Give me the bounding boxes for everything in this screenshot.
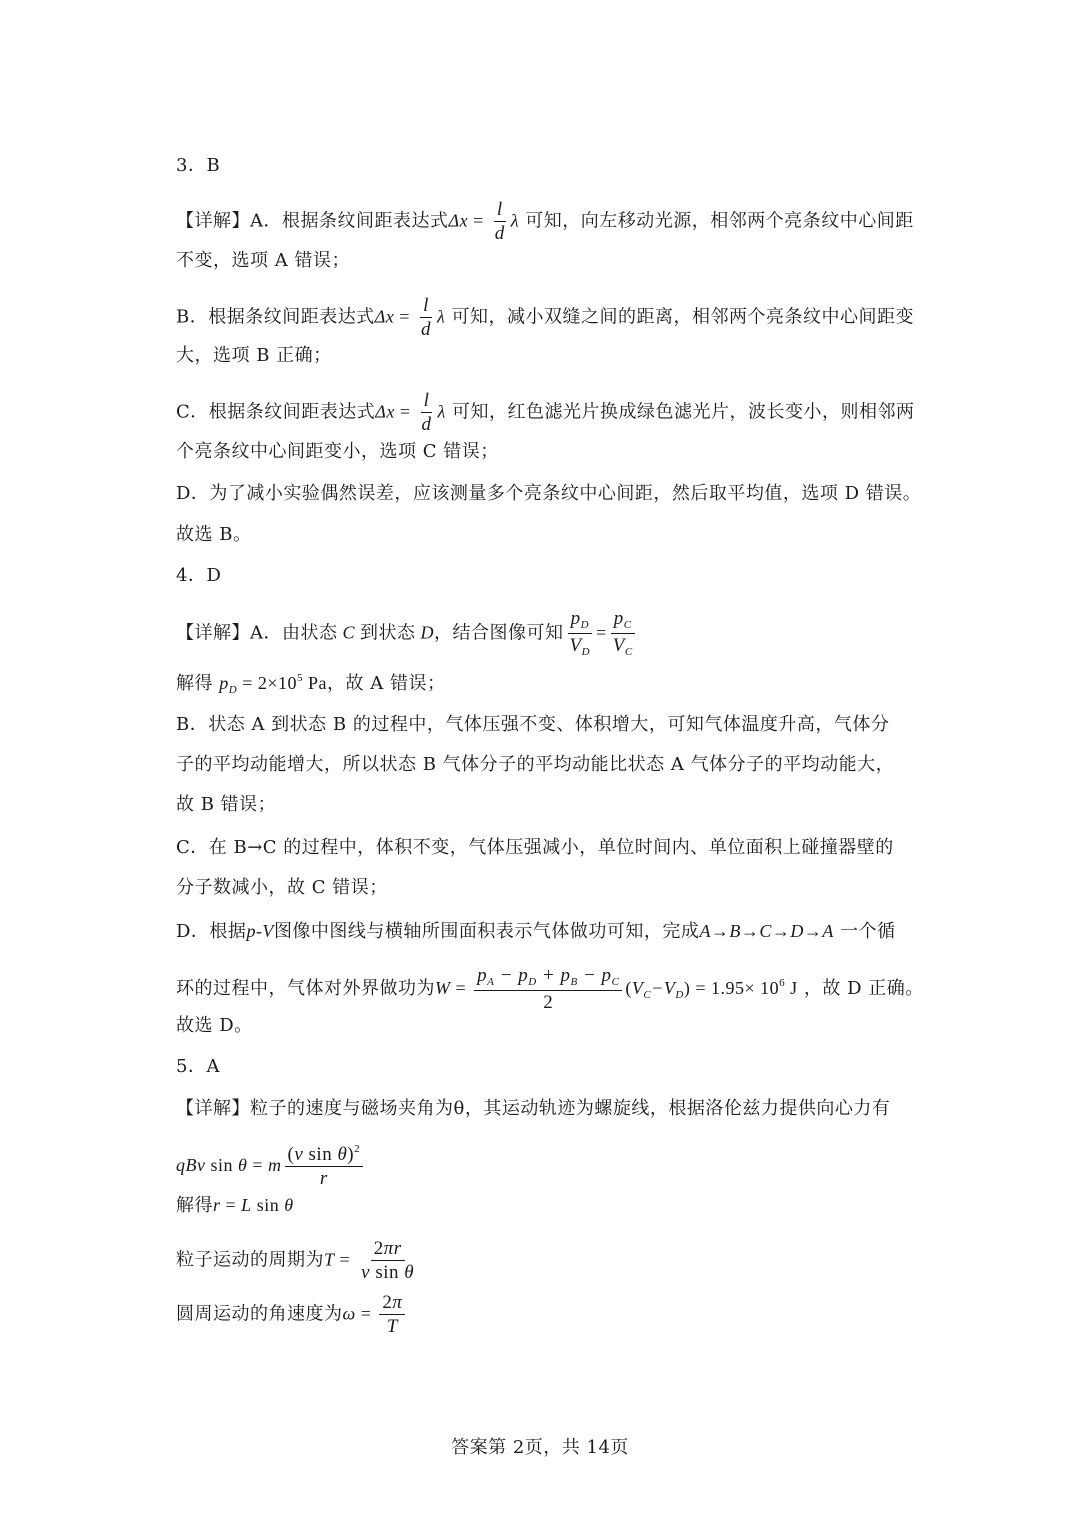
q5-period: 粒子运动的周期为T = $\frac{2\pi r}{\text{v sin θ}}$ <box>176 1238 415 1283</box>
page-footer: 答案第 2页，共 14页 <box>451 1437 629 1458</box>
q4-option-a: 【详解】A．由状态 C 到状态 D，结合图像可知 $\frac{p_D}{V_D}$ = $\frac{p_C}{V_C}$ <box>176 608 633 658</box>
q4-solve: 解得 $p_D = 2\times 10^5$ Pa，故 A 错误； <box>176 672 446 696</box>
q4-work-formula: 环的过程中，气体对外界做功为W = $\frac{p_A - p_D + p_B - p_C}{2}$ $(V_C-V_D) = 1.95\times 10^6$ J ，故 D 正确。 <box>176 965 924 1013</box>
q3-option-a-cont: 不变，选项 A 错误； <box>176 250 350 271</box>
q3-option-b: B．根据条纹间距表达式Δx = $\frac{l}{d}$ λ 可知，减小双缝之间的距离，相邻两个亮条纹中心间距变 <box>176 295 914 340</box>
q4-option-d: D．根据p-V图像中图线与横轴所围面积表示气体做功可知，完成A→B→C→D→A 一个循 <box>176 921 896 942</box>
q5-radius: 解得r = L sin θ <box>176 1195 294 1216</box>
q4-heading: 4．D <box>176 565 222 586</box>
q4-option-b: B．状态 A 到状态 B 的过程中，气体压强不变、体积增大，可知气体温度升高，气体分子的平均动能增大，所以状态 B 气体分子的平均动能比状态 A 气体分子的平均动能大，故 B 错误； <box>176 714 895 815</box>
q3-conclusion: 故选 B。 <box>176 524 252 545</box>
q5-heading: 5．A <box>176 1056 220 1077</box>
q3-option-a: 【详解】A．根据条纹间距表达式Δx = $\frac{l}{d}$ λ 可知，向左移动光源，相邻两个亮条纹中心间距 <box>176 199 914 244</box>
q3-option-c: C．根据条纹间距表达式Δx = $\frac{l}{d}$ λ 可知，红色滤光片换成绿色滤光片，波长变小，则相邻两 <box>176 390 915 435</box>
q3-heading: 3．B <box>176 155 221 176</box>
q5-lorentz-equation: qBv sin θ = m $\frac{(v \sin \theta)^2}{r}$ <box>176 1144 366 1188</box>
q3-option-c-cont: 个亮条纹中心间距变小，选项 C 错误； <box>176 441 499 462</box>
q3-option-d: D．为了减小实验偶然误差，应该测量多个亮条纹中心间距，然后取平均值，选项 D 错误。 <box>176 483 922 504</box>
q3-option-b-cont: 大，选项 B 正确； <box>176 345 332 366</box>
q4-option-c: C．在 B→C 的过程中，体积不变，气体压强减小，单位时间内、单位面积上碰撞器壁的分子数减小，故 C 错误； <box>176 837 894 898</box>
q5-intro: 【详解】粒子的速度与磁场夹角为θ，其运动轨迹为螺旋线，根据洛伦兹力提供向心力有 <box>176 1098 891 1119</box>
q5-angular-velocity: 圆周运动的角速度为ω = $\frac{2\pi}{T}$ <box>176 1293 408 1336</box>
q4-conclusion: 故选 D。 <box>176 1015 253 1036</box>
